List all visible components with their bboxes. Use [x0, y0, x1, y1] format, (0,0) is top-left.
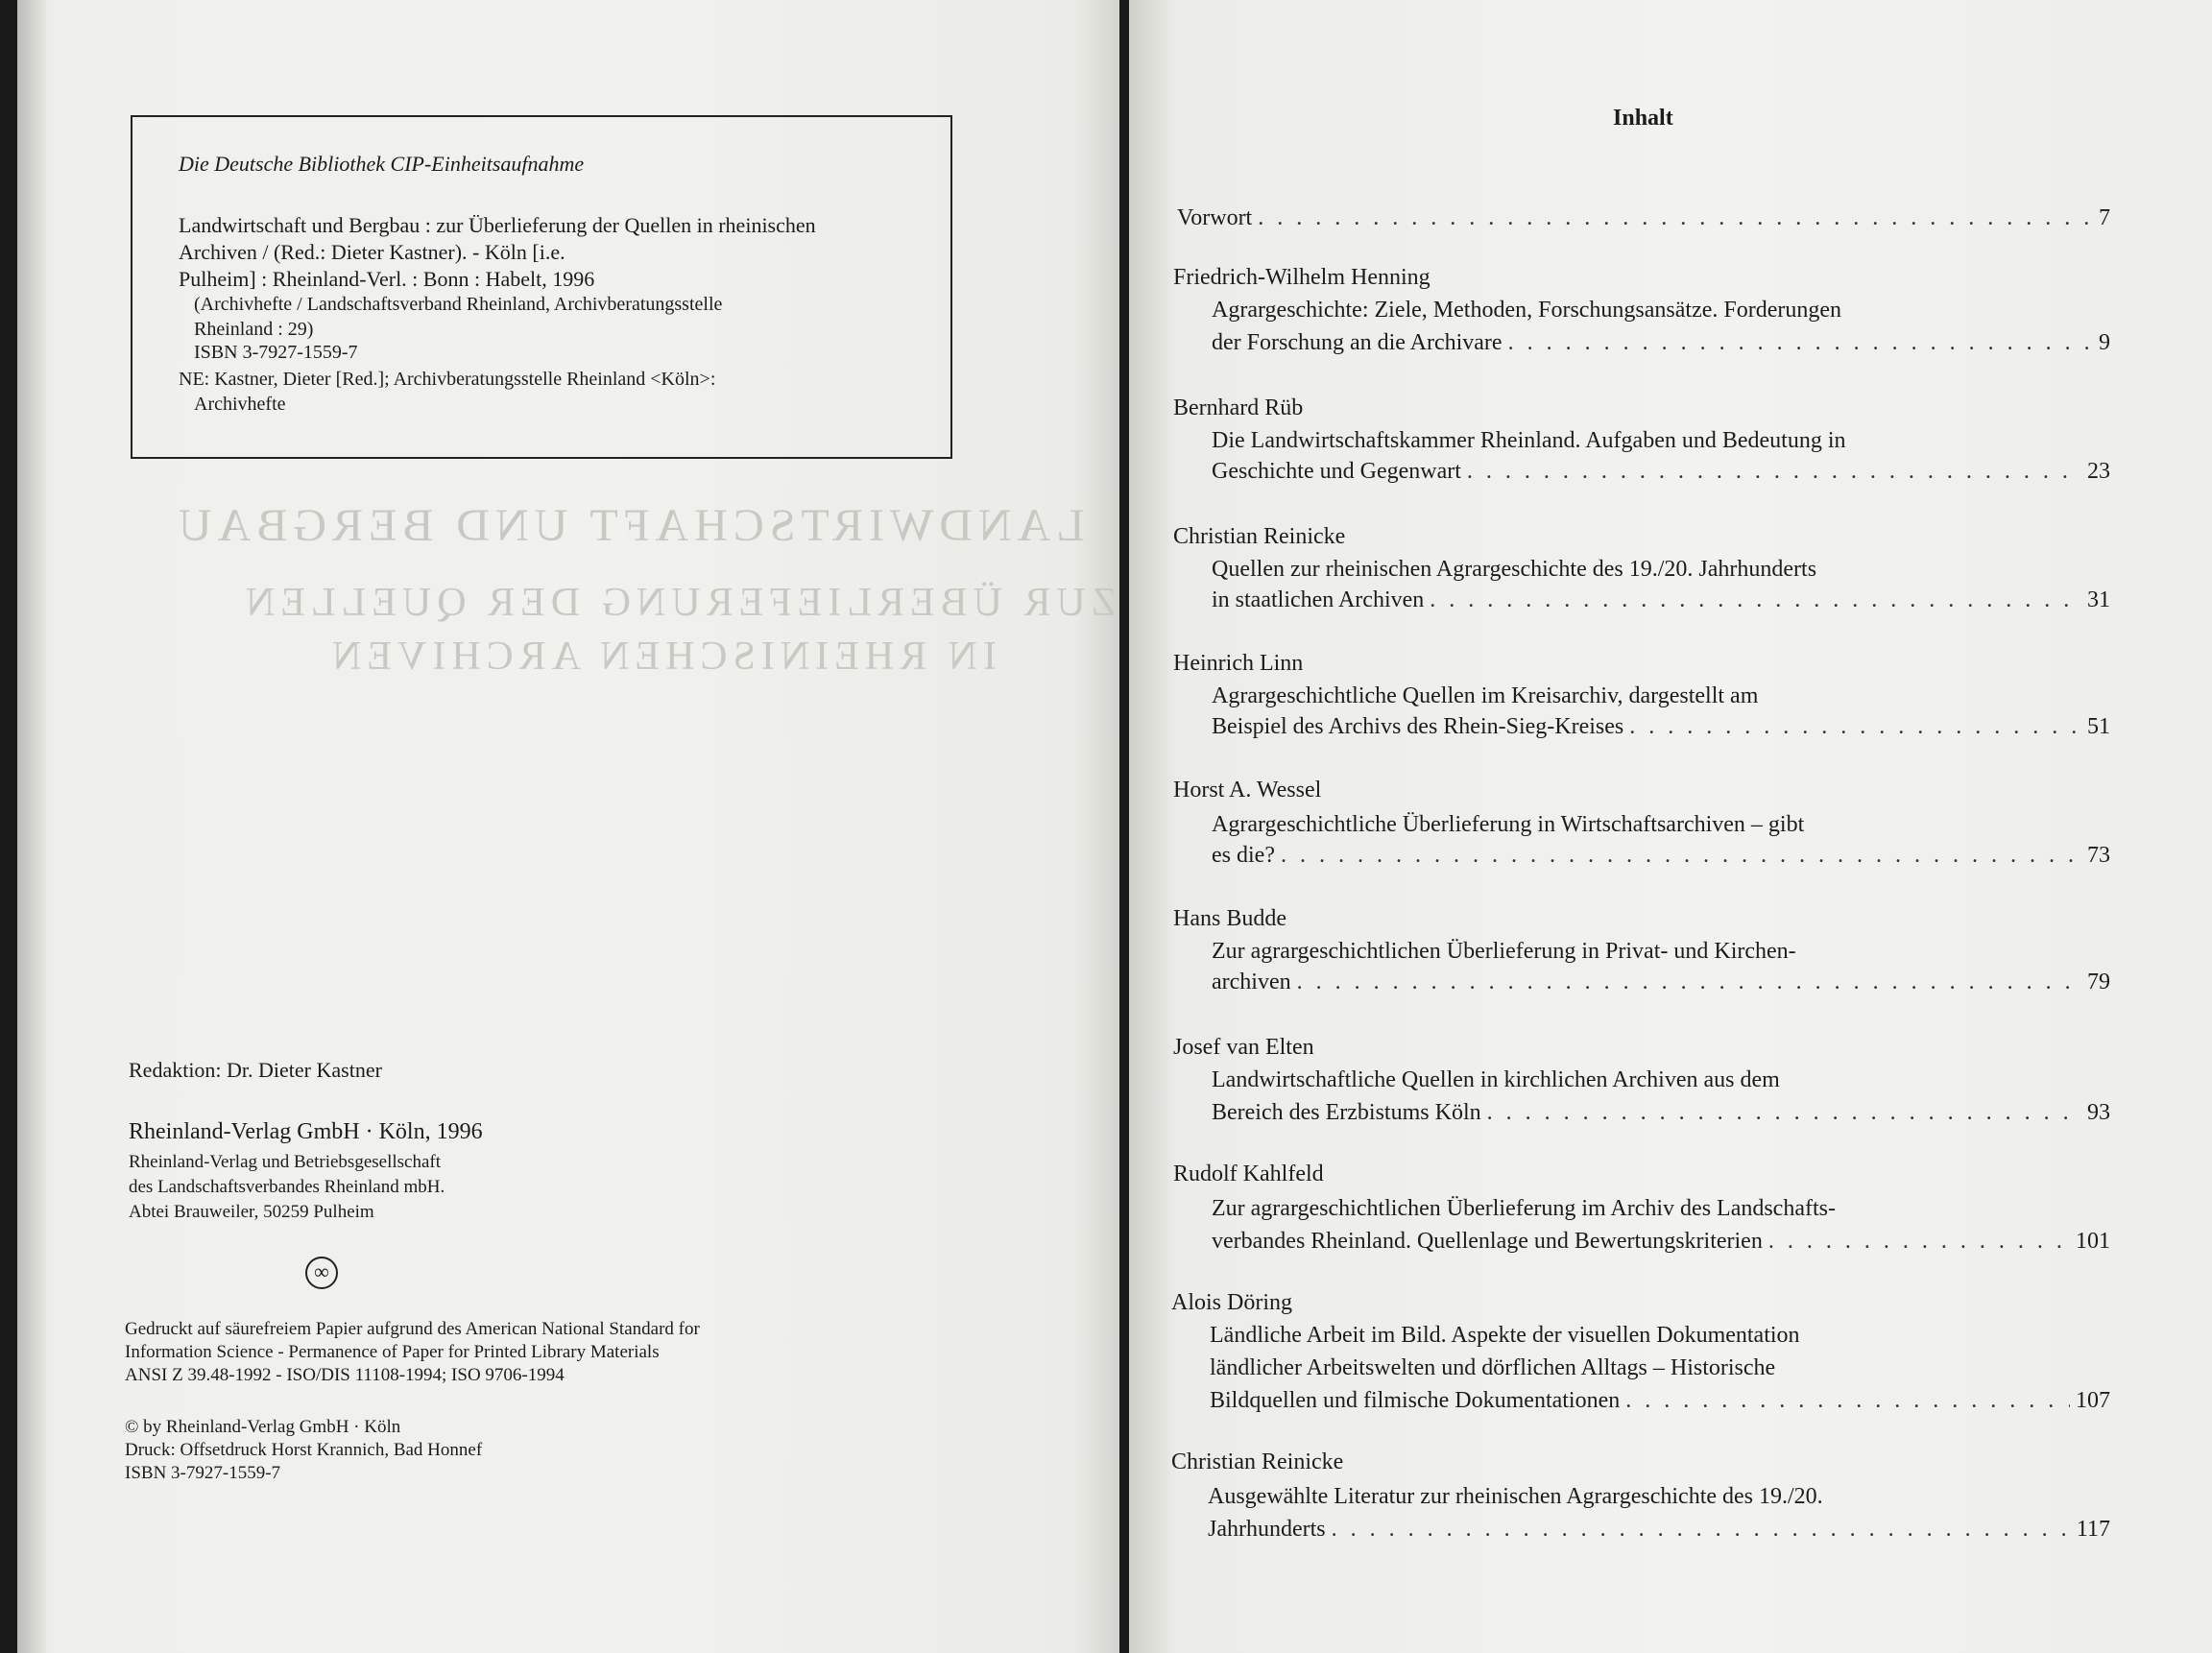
toc-title-line: Bereich des Erzbistums Köln — [1212, 1100, 1481, 1125]
toc-author: Christian Reinicke — [1171, 1449, 1344, 1474]
toc-entry-last-line — [1212, 843, 2110, 869]
show-through-line-3: IN RHEINISCHEN ARCHIVEN — [326, 635, 997, 679]
cip-line: ISBN 3-7927-1559-7 — [194, 342, 358, 363]
toc-author: Hans Budde — [1173, 906, 1286, 931]
toc-author: Rudolf Kahlfeld — [1173, 1162, 1324, 1186]
toc-page-number: 101 — [2076, 1229, 2110, 1254]
toc-title-line: verbandes Rheinland. Quellenlage und Bewertungskriterien — [1212, 1229, 1763, 1254]
toc-title-line: Agrargeschichtliche Quellen im Kreisarchiv, dargestellt am — [1212, 683, 1759, 708]
toc-page-number: 73 — [2087, 843, 2110, 868]
toc-title-line: Agrargeschichte: Ziele, Methoden, Forschungsansätze. Forderungen — [1212, 298, 1842, 323]
paper-permanence-icon: ∞ — [305, 1257, 338, 1289]
toc-leader-dots — [1332, 1517, 2071, 1543]
toc-leader-dots — [1629, 714, 2081, 740]
toc-entry-last-line — [1212, 714, 2110, 740]
toc-title-line: der Forschung an die Archivare — [1212, 330, 1503, 355]
cip-line: Rheinland : 29) — [194, 319, 314, 340]
show-through-line-2: ZUR ÜBERLIEFERUNG DER QUELLEN — [240, 581, 1117, 625]
toc-leader-dots — [1281, 843, 2081, 869]
paper-note-line: Gedruckt auf säurefreiem Papier aufgrund des American National Standard for — [125, 1319, 700, 1339]
toc-author: Heinrich Linn — [1173, 651, 1304, 676]
toc-title-line: archiven — [1212, 970, 1291, 994]
toc-title-line: Quellen zur rheinischen Agrargeschichte des 19./20. Jahrhunderts — [1212, 557, 1817, 582]
page-edge — [17, 0, 46, 1653]
toc-heading: Inhalt — [1613, 106, 1673, 131]
toc-entry-last-line — [1212, 459, 2110, 485]
cip-line: Archiven / (Red.: Dieter Kastner). - Köln [i.e. — [179, 240, 565, 264]
toc-leader-dots — [1768, 1229, 2070, 1255]
toc-title-line: Ausgewählte Literatur zur rheinischen Agrargeschichte des 19./20. — [1208, 1484, 1823, 1509]
cip-title: Die Deutsche Bibliothek CIP-Einheitsaufnahme — [179, 152, 585, 176]
toc-entry-title: Vorwort — [1177, 205, 1253, 230]
toc-title-line: Ländliche Arbeit im Bild. Aspekte der visuellen Dokumentation — [1210, 1323, 1800, 1348]
toc-title-line: Beispiel des Archivs des Rhein-Sieg-Kreises — [1212, 714, 1624, 739]
publisher-name: Rheinland-Verlag GmbH · Köln, 1996 — [129, 1119, 483, 1144]
toc-leader-dots — [1297, 970, 2081, 995]
copyright-line: Druck: Offsetdruck Horst Krannich, Bad Honnef — [125, 1440, 483, 1460]
toc-leader-dots — [1467, 459, 2081, 485]
toc-author: Alois Döring — [1171, 1290, 1292, 1315]
toc-author: Christian Reinicke — [1173, 524, 1346, 549]
toc-entry-last-line — [1212, 970, 2110, 995]
paper-note-line: ANSI Z 39.48-1992 - ISO/DIS 11108-1994; ISO 9706-1994 — [125, 1365, 565, 1385]
toc-leader-dots — [1625, 1388, 2070, 1414]
toc-title-line: in staatlichen Archiven — [1212, 587, 1425, 612]
toc-title-line: Bildquellen und filmische Dokumentationen — [1210, 1388, 1621, 1413]
toc-title-line: Die Landwirtschaftskammer Rheinland. Aufgaben und Bedeutung in — [1212, 428, 1846, 453]
show-through-line-1: LANDWIRTSCHAFT UND BERGBAU — [173, 500, 1085, 551]
toc-entry-last-line — [1212, 1100, 2110, 1126]
cip-line: Landwirtschaft und Bergbau : zur Überlieferung der Quellen in rheinischen — [179, 213, 816, 237]
toc-title-line: Landwirtschaftliche Quellen in kirchlichen Archiven aus dem — [1212, 1067, 1780, 1092]
redaktion: Redaktion: Dr. Dieter Kastner — [129, 1058, 382, 1082]
toc-page-number: 7 — [2099, 205, 2110, 230]
toc-entry-last-line — [1212, 1229, 2110, 1255]
toc-author: Bernhard Rüb — [1173, 395, 1304, 420]
publisher-line: Rheinland-Verlag und Betriebsgesellschaft — [129, 1152, 442, 1172]
toc-leader-dots — [1508, 330, 2093, 356]
publisher-line: Abtei Brauweiler, 50259 Pulheim — [129, 1202, 374, 1222]
toc-title-line: Geschichte und Gegenwart — [1212, 459, 1461, 484]
toc-title-line: es die? — [1212, 843, 1275, 868]
toc-entry-last-line — [1212, 330, 2110, 356]
copyright-line: ISBN 3-7927-1559-7 — [125, 1463, 281, 1483]
toc-author: Friedrich-Wilhelm Henning — [1173, 265, 1431, 290]
toc-entry-last-line — [1212, 587, 2110, 613]
toc-entry-last-line — [1210, 1388, 2110, 1414]
cip-line: Archivhefte — [194, 394, 286, 415]
toc-page-number: 9 — [2099, 330, 2110, 355]
publisher-line: des Landschaftsverbandes Rheinland mbH. — [129, 1177, 445, 1197]
paper-note-line: Information Science - Permanence of Paper for Printed Library Materials — [125, 1342, 660, 1362]
copyright-line: © by Rheinland-Verlag GmbH · Köln — [125, 1417, 401, 1437]
toc-page-number: 79 — [2087, 970, 2110, 994]
toc-author: Josef van Elten — [1173, 1035, 1314, 1060]
toc-title-line: Zur agrargeschichtlichen Überlieferung in Privat- und Kirchen- — [1212, 939, 1796, 964]
toc-page-number: 23 — [2087, 459, 2110, 484]
toc-page-number: 51 — [2087, 714, 2110, 739]
cip-line: Pulheim] : Rheinland-Verl. : Bonn : Habelt, 1996 — [179, 267, 595, 291]
book-gutter — [1119, 0, 1129, 1653]
toc-title-line: Zur agrargeschichtlichen Überlieferung im Archiv des Landschafts- — [1212, 1196, 1836, 1221]
book-edge-left — [0, 0, 17, 1653]
toc-author: Horst A. Wessel — [1173, 778, 1322, 803]
toc-leader-dots — [1258, 205, 2093, 231]
toc-page-number: 31 — [2087, 587, 2110, 612]
toc-leader-dots — [1487, 1100, 2081, 1126]
toc-title-line: ländlicher Arbeitswelten und dörflichen Alltags – Historische — [1210, 1355, 1776, 1380]
toc-page-number: 93 — [2087, 1100, 2110, 1125]
toc-page-number: 107 — [2076, 1388, 2110, 1413]
toc-entry-last-line — [1208, 1517, 2110, 1543]
toc-title-line: Agrargeschichtliche Überlieferung in Wirtschaftsarchiven – gibt — [1212, 812, 1805, 837]
toc-page-number: 117 — [2076, 1517, 2110, 1542]
cip-line: (Archivhefte / Landschaftsverband Rheinland, Archivberatungsstelle — [194, 294, 723, 315]
toc-entry-vorwort — [1177, 205, 2110, 231]
cip-line: NE: Kastner, Dieter [Red.]; Archivberatungsstelle Rheinland <Köln>: — [179, 369, 716, 390]
toc-leader-dots — [1430, 587, 2081, 613]
toc-title-line: Jahrhunderts — [1208, 1517, 1326, 1542]
